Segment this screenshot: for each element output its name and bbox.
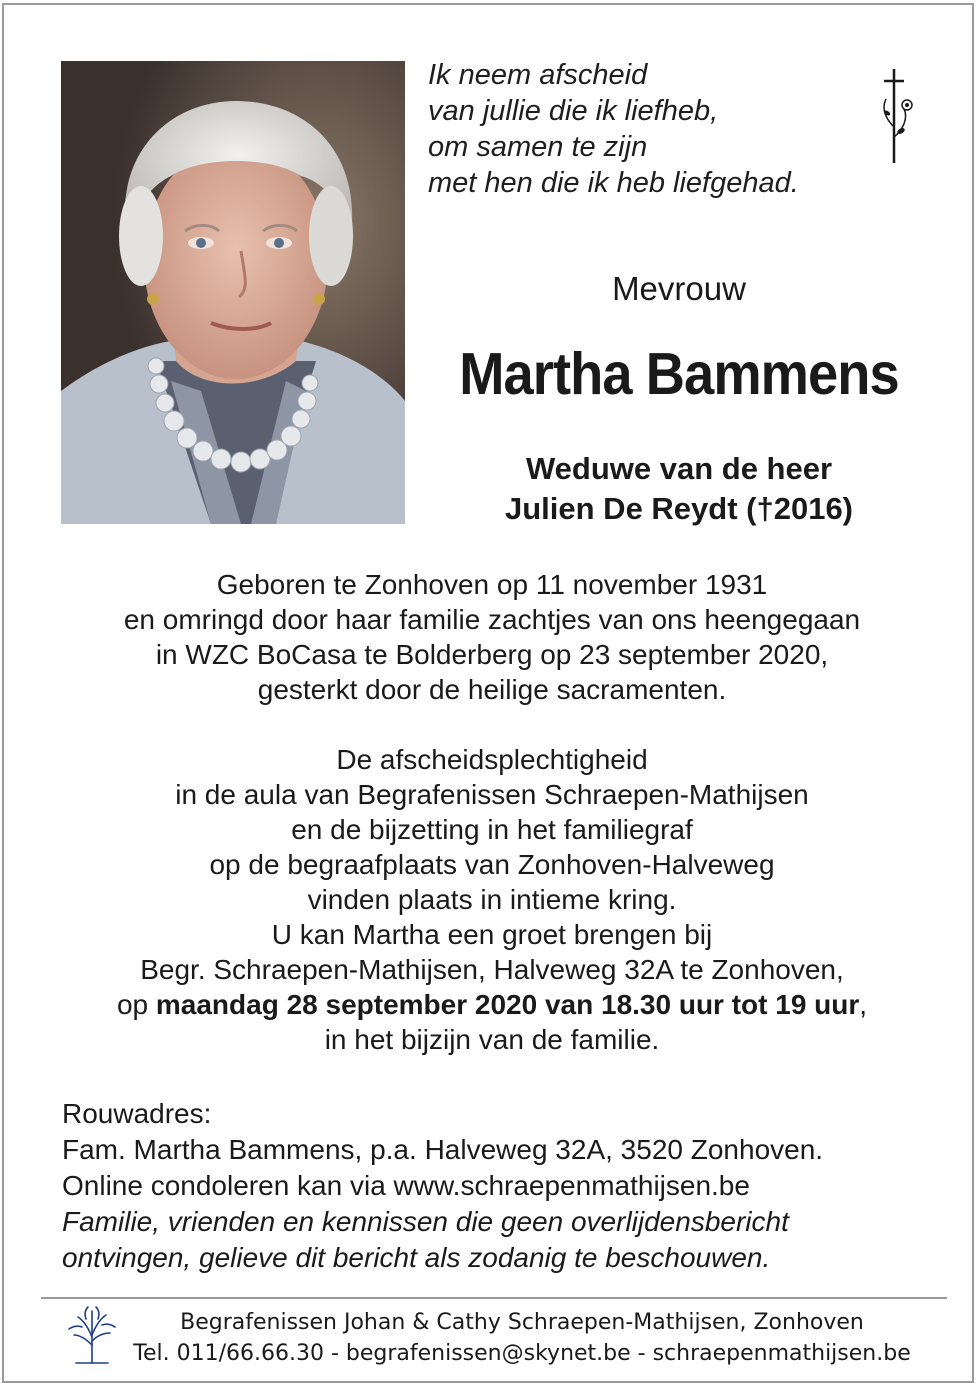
visit-suffix: , [859,989,868,1020]
poem-line: met hen die ik heb liefgehad. [428,167,799,199]
portrait-illustration [61,61,405,524]
mourning-address-label: Rouwadres: [62,1098,212,1129]
widow-line: Julien De Reydt (†2016) [504,491,854,526]
widow-line: Weduwe van de heer [525,451,833,486]
honorific: Mevrouw [612,270,746,307]
cross-with-rose-icon [874,67,922,165]
text-line: op de begraafplaats van Zonhoven-Halveweg [209,849,775,880]
text-line: gesterkt door de heilige sacramenten. [257,674,727,705]
ceremony-paragraph [4,742,980,1057]
text-line: Begr. Schraepen-Mathijsen, Halveweg 32A te Zonhoven, [140,954,844,985]
notice-line: ontvingen, gelieve dit bericht als zodanig te beschouwen. [62,1242,771,1273]
funeral-home-name: Begrafenissen Johan & Cathy Schraepen-Mathijsen, Zonhoven [180,1310,864,1335]
tree-logo-icon [66,1305,118,1365]
funeral-home-contact: Tel. 011/66.66.30 - begrafenissen@skynet.be - schraepenmathijsen.be [133,1341,911,1366]
text-line: vinden plaats in intieme kring. [307,884,677,915]
footer [122,1307,922,1369]
poem-line: Ik neem afscheid [428,59,648,91]
poem-line: van jullie die ik liefheb, [428,95,719,127]
text-line: U kan Martha een groet brengen bij [271,919,713,950]
online-condolences: Online condoleren kan via www.schraepenmathijsen.be [62,1170,750,1201]
visit-time-line [4,987,980,1022]
poem [428,57,799,201]
contact-block [62,1096,823,1276]
deceased-name: Martha Bammens [459,341,899,407]
text-line: en omringd door haar familie zachtjes van ons heengegaan [123,604,861,635]
footer-divider [41,1297,947,1299]
text-line: en de bijzetting in het familiegraf [291,814,693,845]
text-line: De afscheidsplechtigheid [336,744,648,775]
mourning-address: Fam. Martha Bammens, p.a. Halveweg 32A, 3520 Zonhoven. [62,1134,824,1165]
visit-prefix: op [116,989,156,1020]
widow-notice [424,449,934,529]
text-line: in WZC BoCasa te Bolderberg op 23 september 2020, [155,639,829,670]
poem-line: om samen te zijn [428,131,648,163]
portrait-photo [61,61,405,524]
visit-datetime: maandag 28 september 2020 van 18.30 uur tot 19 uur [155,989,860,1020]
birth-death-paragraph [4,567,980,707]
memorial-card [2,3,974,1383]
notice-line: Familie, vrienden en kennissen die geen overlijdensbericht [62,1206,789,1237]
text-line: in het bijzijn van de familie. [324,1024,660,1055]
text-line: in de aula van Begrafenissen Schraepen-Mathijsen [175,779,809,810]
text-line: Geboren te Zonhoven op 11 november 1931 [216,569,768,600]
